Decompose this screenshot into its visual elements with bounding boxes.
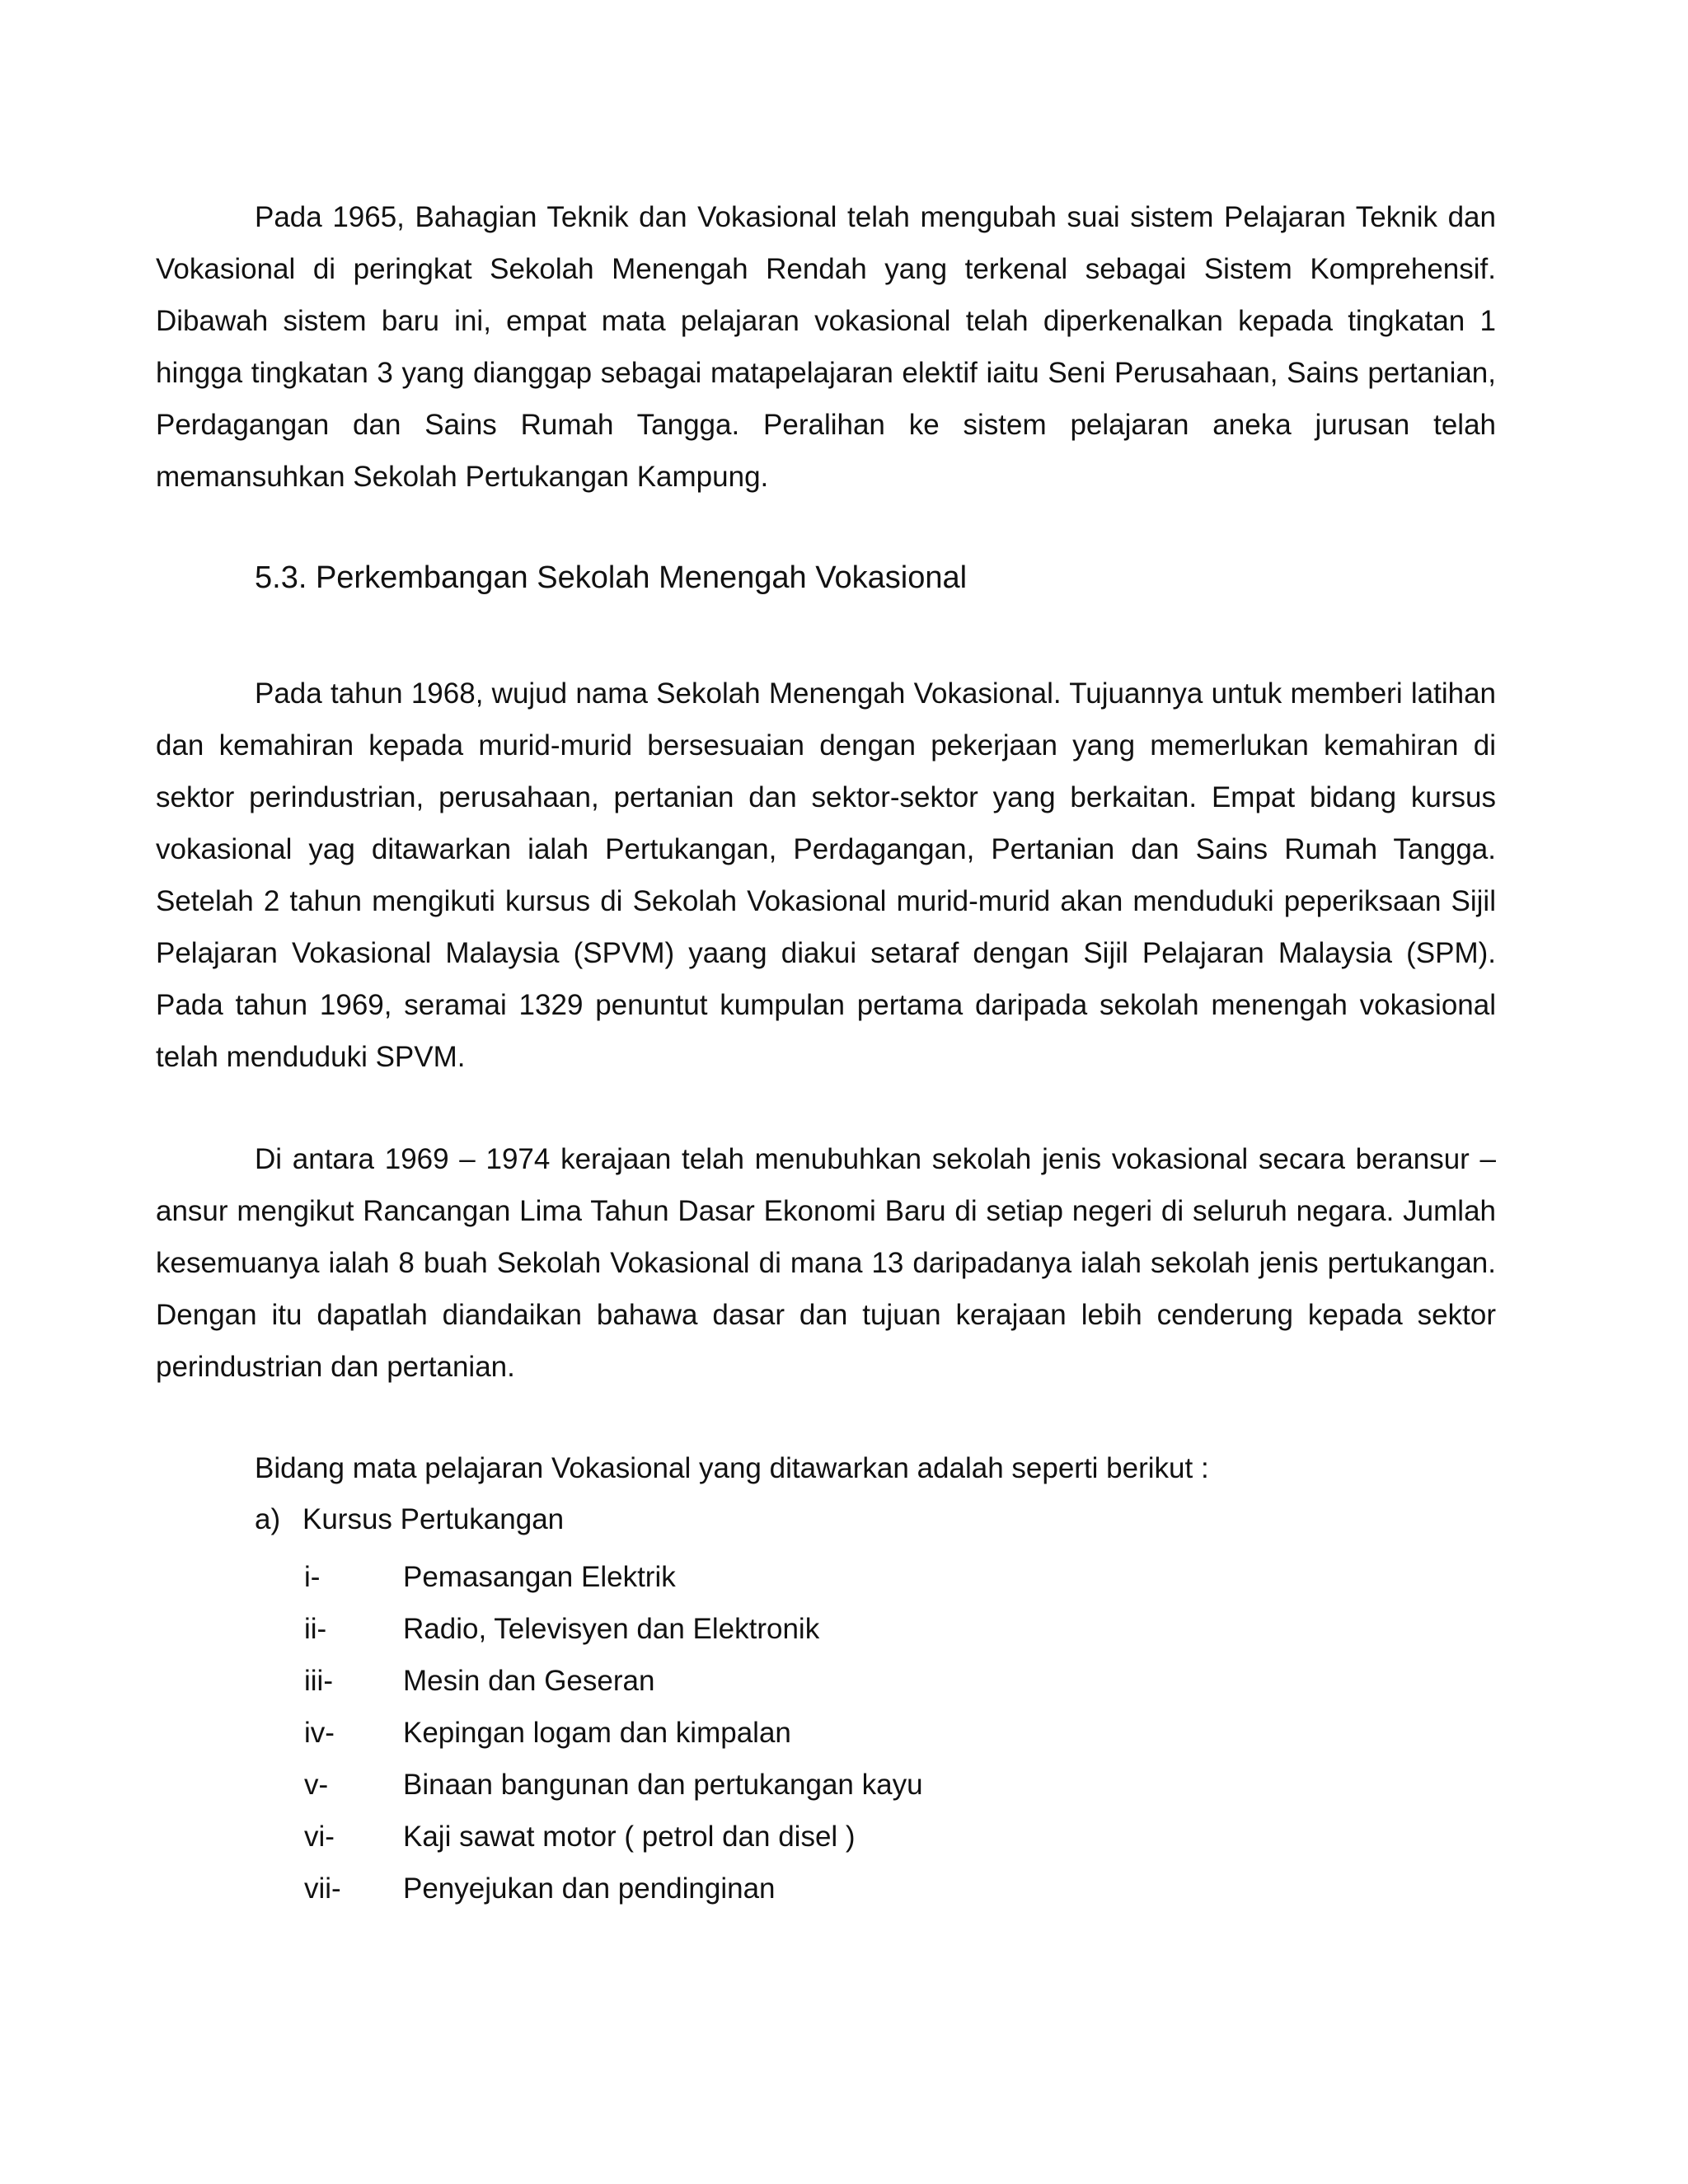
item-number: i- <box>304 1561 321 1593</box>
list-item <box>304 1551 923 1603</box>
list-item <box>304 1863 923 1915</box>
item-text: Radio, Televisyen dan Elektronik <box>403 1613 820 1645</box>
paragraph-smv-1968: Pada tahun 1968, wujud nama Sekolah Menengah Vokasional. Tujuannya untuk memberi latihan dan kemahiran kepada murid-murid bersesuaian dengan pekerjaan yang memerlukan kemahiran di sektor perindustrian, perusahaan, pertanian dan sektor-sektor yang berkaitan. Empat bidang kursus vokasional yag ditawarkan ialah Pertukangan, Perdagangan, Pertanian dan Sains Rumah Tangga. Setelah 2 tahun mengikuti kursus di Sekolah Vokasional murid-murid akan menduduki peperiksaan Sijil Pelajaran Vokasional Malaysia (SPVM) yaang diakui setaraf dengan Sijil Pelajaran Malaysia (SPM). Pada tahun 1969, seramai 1329 penuntut kumpulan pertama daripada sekolah menengah vokasional telah menduduki SPVM. <box>156 677 1496 1073</box>
list-item <box>304 1603 923 1655</box>
item-text: Mesin dan Geseran <box>403 1665 655 1697</box>
section-heading: 5.3. Perkembangan Sekolah Menengah Vokasional <box>255 560 968 595</box>
item-number: vii- <box>304 1872 341 1905</box>
item-text: Pemasangan Elektrik <box>403 1561 676 1593</box>
paragraph-sistem-komprehensif: Pada 1965, Bahagian Teknik dan Vokasional telah mengubah suai sistem Pelajaran Teknik dan Vokasional di peringkat Sekolah Menengah Rendah yang terkenal sebagai Sistem Komprehensif. Dibawah sistem baru ini, empat mata pelajaran vokasional telah diperkenalkan kepada tingkatan 1 hingga tingkatan 3 yang dianggap sebagai matapelajaran elektif iaitu Seni Perusahaan, Sains pertanian, Perdagangan dan Sains Rumah Tangga. Peralihan ke sistem pelajaran aneka jurusan telah memansuhkan Sekolah Pertukangan Kampung. <box>156 201 1496 493</box>
item-number: ii- <box>304 1613 327 1645</box>
item-text: Kaji sawat motor ( petrol dan disel ) <box>403 1821 856 1853</box>
item-number: vi- <box>304 1821 335 1853</box>
course-list-marker: a) <box>255 1503 281 1535</box>
item-number: iv- <box>304 1717 335 1749</box>
list-item <box>304 1811 923 1863</box>
list-item <box>304 1655 923 1707</box>
list-item <box>304 1707 923 1759</box>
paragraph-1969-1974: Di antara 1969 – 1974 kerajaan telah menubuhkan sekolah jenis vokasional secara beransur – ansur mengikut Rancangan Lima Tahun Dasar Ekonomi Baru di setiap negeri di seluruh negara. Jumlah kesemuanya ialah 8 buah Sekolah Vokasional di mana 13 daripadanya ialah sekolah jenis pertukangan. Dengan itu dapatlah diandaikan bahawa dasar dan tujuan kerajaan lebih cenderung kepada sektor perindustrian dan pertanian. <box>156 1143 1496 1383</box>
item-text: Kepingan logam dan kimpalan <box>403 1717 791 1749</box>
item-number: iii- <box>304 1665 333 1697</box>
course-items <box>304 1551 923 1915</box>
list-item <box>304 1759 923 1811</box>
course-list-title: Kursus Pertukangan <box>302 1503 565 1535</box>
course-list-heading <box>255 1499 564 1540</box>
item-text: Penyejukan dan pendinginan <box>403 1872 776 1905</box>
item-number: v- <box>304 1769 329 1801</box>
item-text: Binaan bangunan dan pertukangan kayu <box>403 1769 923 1801</box>
list-intro: Bidang mata pelajaran Vokasional yang ditawarkan adalah seperti berikut : <box>255 1452 1209 1484</box>
